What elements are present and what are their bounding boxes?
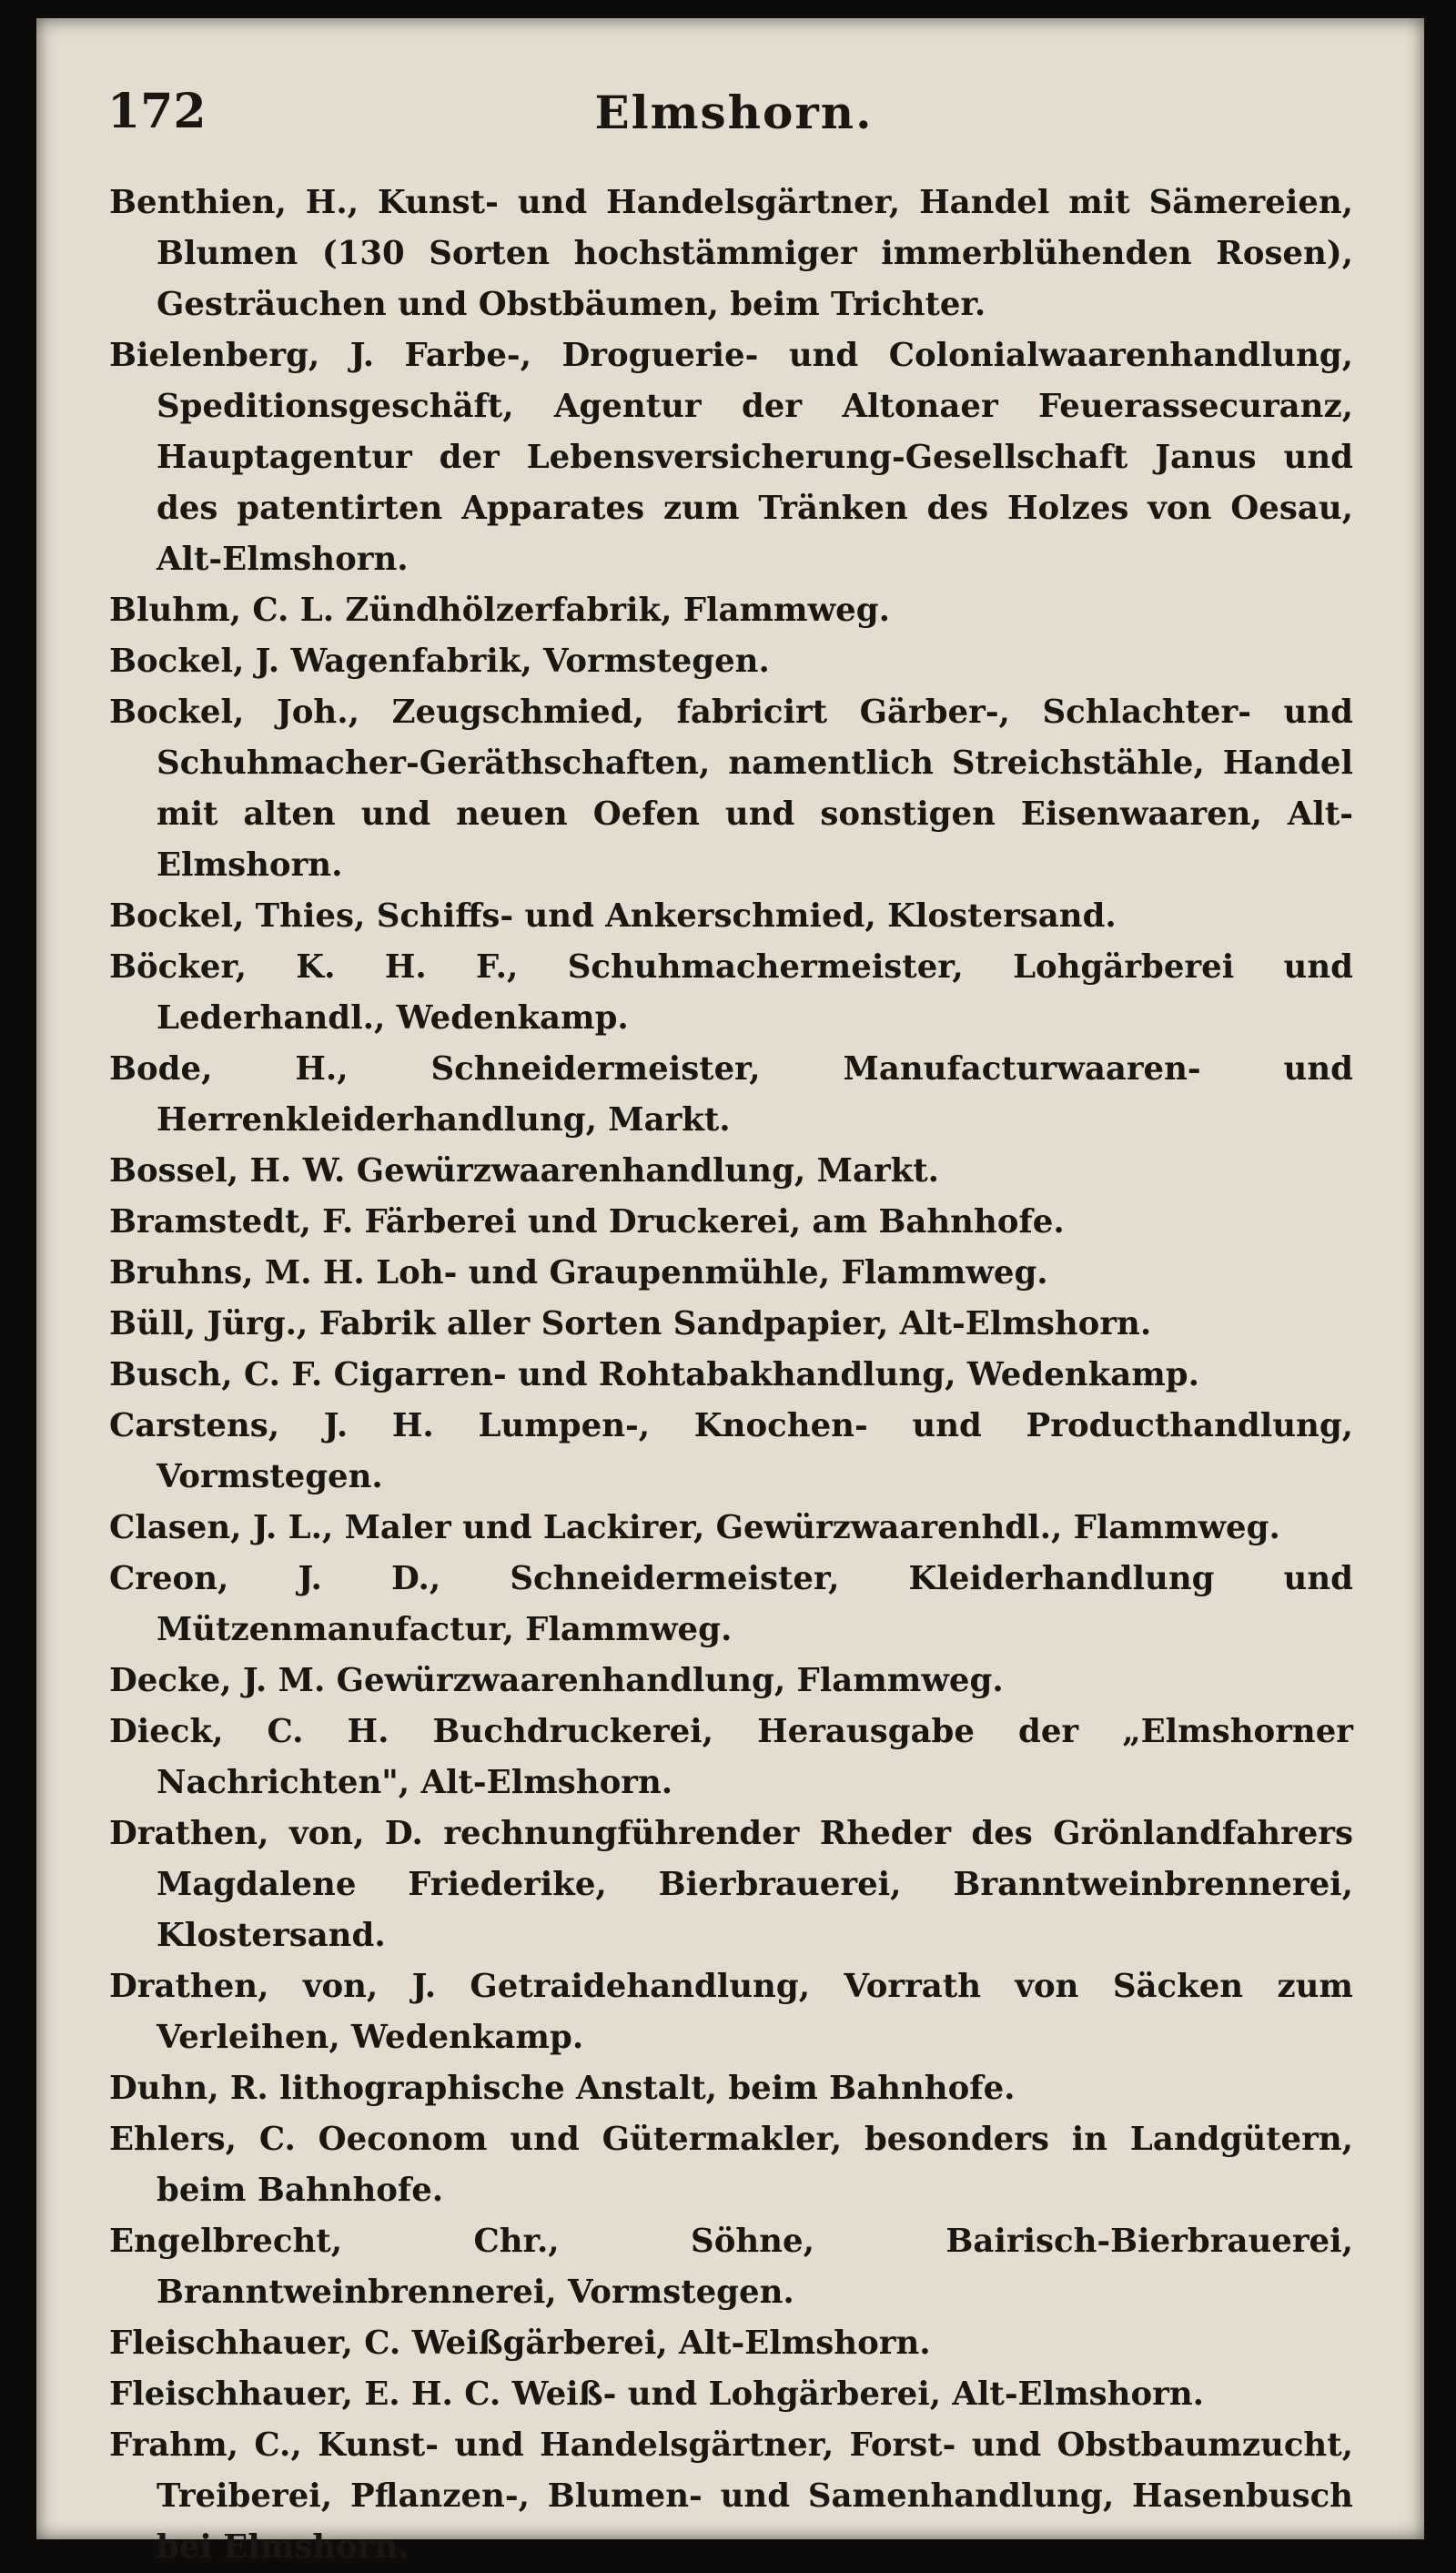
directory-entry: Böcker, K. H. F., Schuhmachermeister, Lohgärberei und Lederhandl., Wedenkamp.	[109, 948, 1353, 1037]
directory-entry: Bramstedt, F. Färberei und Druckerei, am Bahnhofe.	[109, 1203, 1065, 1241]
document-page	[36, 18, 1424, 2566]
directory-entry: Fleischhauer, C. Weißgärberei, Alt-Elmshorn.	[109, 2325, 931, 2362]
directory-entry: Büll, Jürg., Fabrik aller Sorten Sandpapier, Alt-Elmshorn.	[109, 1305, 1152, 1342]
directory-entry: Ehlers, C. Oeconom und Gütermakler, besonders in Landgütern, beim Bahnhofe.	[109, 2121, 1353, 2209]
directory-entry: Duhn, R. lithographische Anstalt, beim Bahnhofe.	[109, 2070, 1016, 2107]
directory-entry: Bockel, Joh., Zeugschmied, fabricirt Gärber-, Schlachter- und Schuhmacher-Geräthschaften, namentlich Streichstähle, Handel mit alten und neuen Oefen und sonstigen Eisenwaaren, Alt-Elmshorn.	[109, 694, 1353, 884]
running-head: Elmshorn.	[594, 86, 874, 139]
directory-entry: Decke, J. M. Gewürzwaarenhandlung, Flammweg.	[109, 1662, 1004, 1699]
directory-entry: Bockel, Thies, Schiffs- und Ankerschmied, Klostersand.	[109, 897, 1117, 935]
directory-entry: Creon, J. D., Schneidermeister, Kleiderhandlung und Mützenmanufactur, Flammweg.	[109, 1560, 1353, 1648]
directory-entry: Bossel, H. W. Gewürzwaarenhandlung, Markt.	[109, 1152, 940, 1190]
directory-entry: Fleischhauer, E. H. C. Weiß- und Lohgärberei, Alt-Elmshorn.	[109, 2375, 1205, 2413]
directory-entry: Bluhm, C. L. Zündhölzerfabrik, Flammweg.	[109, 592, 890, 629]
page-number: 172	[107, 84, 207, 139]
directory-entry: Clasen, J. L., Maler und Lackirer, Gewürzwaarenhdl., Flammweg.	[109, 1509, 1280, 1546]
directory-entry: Engelbrecht, Chr., Söhne, Bairisch-Bierbrauerei, Branntweinbrennerei, Vormstegen.	[109, 2223, 1353, 2311]
directory-entry: Drathen, von, D. rechnungführender Rheder des Grönlandfahrers Magdalene Friederike, Bierbrauerei, Branntweinbrennerei, Klostersand.	[109, 1815, 1353, 1954]
directory-entry: Busch, C. F. Cigarren- und Rohtabakhandlung, Wedenkamp.	[109, 1356, 1199, 1393]
directory-entry: Carstens, J. H. Lumpen-, Knochen- und Producthandlung, Vormstegen.	[109, 1407, 1353, 1495]
directory-entry: Benthien, H., Kunst- und Handelsgärtner, Handel mit Sämereien, Blumen (130 Sorten hochstämmiger immerblühenden Rosen), Gesträuchen und Obstbäumen, beim Trichter.	[109, 184, 1353, 323]
directory-entry: Bruhns, M. H. Loh- und Graupenmühle, Flammweg.	[109, 1254, 1048, 1292]
directory-entry: Frahm, C., Kunst- und Handelsgärtner, Forst- und Obstbaumzucht, Treiberei, Pflanzen-, Blumen- und Samenhandlung, Hasenbusch bei Elmshorn.	[109, 2426, 1353, 2566]
directory-entries	[109, 177, 1353, 2573]
directory-entry: Bielenberg, J. Farbe-, Droguerie- und Colonialwaarenhandlung, Speditionsgeschäft, Agentur der Altonaer Feuerassecuranz, Hauptagentur der Lebensversicherung-Gesellschaft Janus und des patentirten Apparates zum Tränken des Holzes von Oesau, Alt-Elmshorn.	[109, 337, 1353, 578]
page-header	[107, 84, 1360, 138]
directory-entry: Drathen, von, J. Getraidehandlung, Vorrath von Säcken zum Verleihen, Wedenkamp.	[109, 1968, 1353, 2056]
directory-entry: Dieck, C. H. Buchdruckerei, Herausgabe der „Elmshorner Nachrichten", Alt-Elmshorn.	[109, 1713, 1353, 1801]
directory-entry: Bode, H., Schneidermeister, Manufacturwaaren- und Herrenkleiderhandlung, Markt.	[109, 1050, 1353, 1139]
directory-entry: Bockel, J. Wagenfabrik, Vormstegen.	[109, 643, 770, 680]
